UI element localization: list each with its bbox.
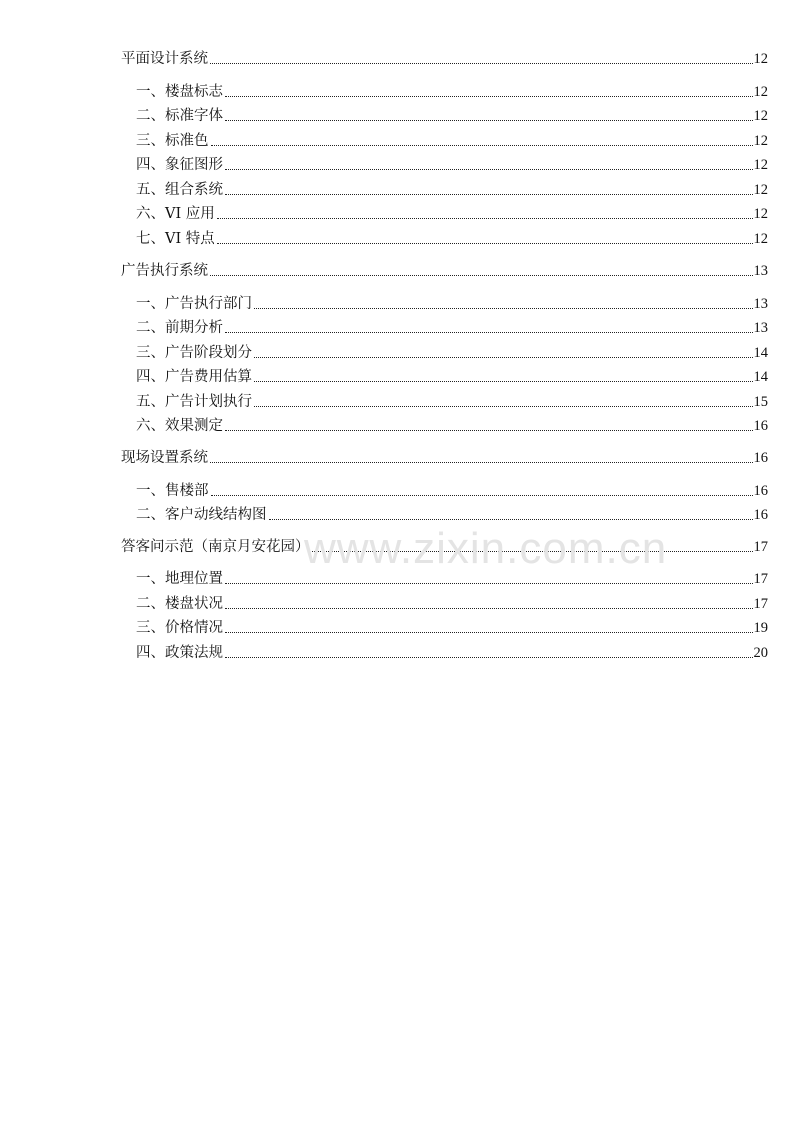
toc-item-row[interactable] xyxy=(136,177,768,199)
toc-page-number: 12 xyxy=(753,108,768,124)
toc-dot-leader xyxy=(211,145,753,146)
toc-item-label: 三、标准色 xyxy=(136,133,209,149)
toc-page-number: 16 xyxy=(753,418,768,434)
toc-page-number: 12 xyxy=(753,133,768,149)
toc-item-row[interactable] xyxy=(136,502,768,524)
toc-item-label: 一、售楼部 xyxy=(136,483,209,499)
toc-dot-leader xyxy=(225,332,753,333)
toc-dot-leader xyxy=(210,275,753,276)
toc-page-number: 15 xyxy=(753,394,768,410)
toc-section-row[interactable] xyxy=(121,258,768,280)
toc-item-label: 四、政策法规 xyxy=(136,645,223,661)
toc-dot-leader xyxy=(312,551,753,552)
toc-page-number: 12 xyxy=(753,182,768,198)
toc-page-number: 12 xyxy=(753,157,768,173)
toc-item-label: 三、广告阶段划分 xyxy=(136,345,252,361)
toc-item-row[interactable] xyxy=(136,128,768,150)
toc-page-number: 17 xyxy=(753,596,768,612)
toc-item-label: 七、VI 特点 xyxy=(136,231,215,247)
toc-page-number: 16 xyxy=(753,483,768,499)
toc-item-row[interactable] xyxy=(136,413,768,435)
toc-dot-leader xyxy=(210,63,753,64)
toc-page-number: 13 xyxy=(753,263,768,279)
toc-page-number: 16 xyxy=(753,450,768,466)
toc-item-label: 二、前期分析 xyxy=(136,320,223,336)
toc-dot-leader xyxy=(225,583,753,584)
toc-page-number: 13 xyxy=(753,320,768,336)
toc-item-label: 四、象征图形 xyxy=(136,157,223,173)
toc-dot-leader xyxy=(225,96,753,97)
toc-dot-leader xyxy=(254,357,753,358)
toc-page-number: 13 xyxy=(753,296,768,312)
toc-section-title: 现场设置系统 xyxy=(121,450,208,466)
toc-item-row[interactable] xyxy=(136,152,768,174)
toc-item-label: 四、广告费用估算 xyxy=(136,369,252,385)
watermark-text: www.zixin.com.cn xyxy=(304,524,668,573)
toc-item-row[interactable] xyxy=(136,566,768,588)
toc-dot-leader xyxy=(254,381,753,382)
toc-item-label: 五、组合系统 xyxy=(136,182,223,198)
toc-page-number: 16 xyxy=(753,507,768,523)
toc-item-label: 二、楼盘状况 xyxy=(136,596,223,612)
toc-item-row[interactable] xyxy=(136,291,768,313)
toc-section-title: 广告执行系统 xyxy=(121,263,208,279)
toc-dot-leader xyxy=(225,632,753,633)
toc-page-number: 14 xyxy=(753,345,768,361)
toc-section-row[interactable] xyxy=(121,534,768,556)
toc-item-row[interactable] xyxy=(136,79,768,101)
toc-dot-leader xyxy=(225,169,753,170)
toc-dot-leader xyxy=(225,657,753,658)
toc-dot-leader xyxy=(254,406,753,407)
toc-page-number: 19 xyxy=(753,620,768,636)
toc-item-label: 一、地理位置 xyxy=(136,571,223,587)
toc-page-number: 17 xyxy=(753,571,768,587)
toc-dot-leader xyxy=(225,430,753,431)
toc-item-row[interactable] xyxy=(136,640,768,662)
toc-item-row[interactable] xyxy=(136,340,768,362)
toc-item-label: 一、广告执行部门 xyxy=(136,296,252,312)
toc-page-number: 14 xyxy=(753,369,768,385)
toc-item-label: 一、楼盘标志 xyxy=(136,84,223,100)
toc-item-label: 三、价格情况 xyxy=(136,620,223,636)
toc-dot-leader xyxy=(211,495,753,496)
toc-page-number: 12 xyxy=(753,206,768,222)
toc-dot-leader xyxy=(217,243,753,244)
toc-item-label: 二、客户动线结构图 xyxy=(136,507,267,523)
toc-dot-leader xyxy=(254,308,753,309)
toc-section-row[interactable] xyxy=(121,445,768,467)
toc-dot-leader xyxy=(225,194,753,195)
toc-dot-leader xyxy=(217,218,753,219)
toc-section-row[interactable] xyxy=(121,46,768,68)
toc-item-row[interactable] xyxy=(136,591,768,613)
toc-section-title: 平面设计系统 xyxy=(121,51,208,67)
toc-item-label: 六、VI 应用 xyxy=(136,206,215,222)
toc-page-number: 12 xyxy=(753,231,768,247)
toc-page-number: 17 xyxy=(753,539,768,555)
toc-item-label: 五、广告计划执行 xyxy=(136,394,252,410)
toc-page-number: 12 xyxy=(753,84,768,100)
toc-dot-leader xyxy=(225,608,753,609)
toc-item-row[interactable] xyxy=(136,103,768,125)
toc-item-label: 六、效果测定 xyxy=(136,418,223,434)
toc-item-row[interactable] xyxy=(136,615,768,637)
toc-item-label: 二、标准字体 xyxy=(136,108,223,124)
toc-page-number: 12 xyxy=(753,51,768,67)
toc-page-number: 20 xyxy=(753,645,768,661)
toc-item-row[interactable] xyxy=(136,315,768,337)
toc-dot-leader xyxy=(210,462,753,463)
toc-dot-leader xyxy=(269,519,753,520)
toc-item-row[interactable] xyxy=(136,364,768,386)
toc-item-row[interactable] xyxy=(136,226,768,248)
toc-section-title: 答客问示范（南京月安花园） xyxy=(121,539,310,555)
toc-item-row[interactable] xyxy=(136,389,768,411)
toc-item-row[interactable] xyxy=(136,201,768,223)
toc-dot-leader xyxy=(225,120,753,121)
toc-item-row[interactable] xyxy=(136,478,768,500)
